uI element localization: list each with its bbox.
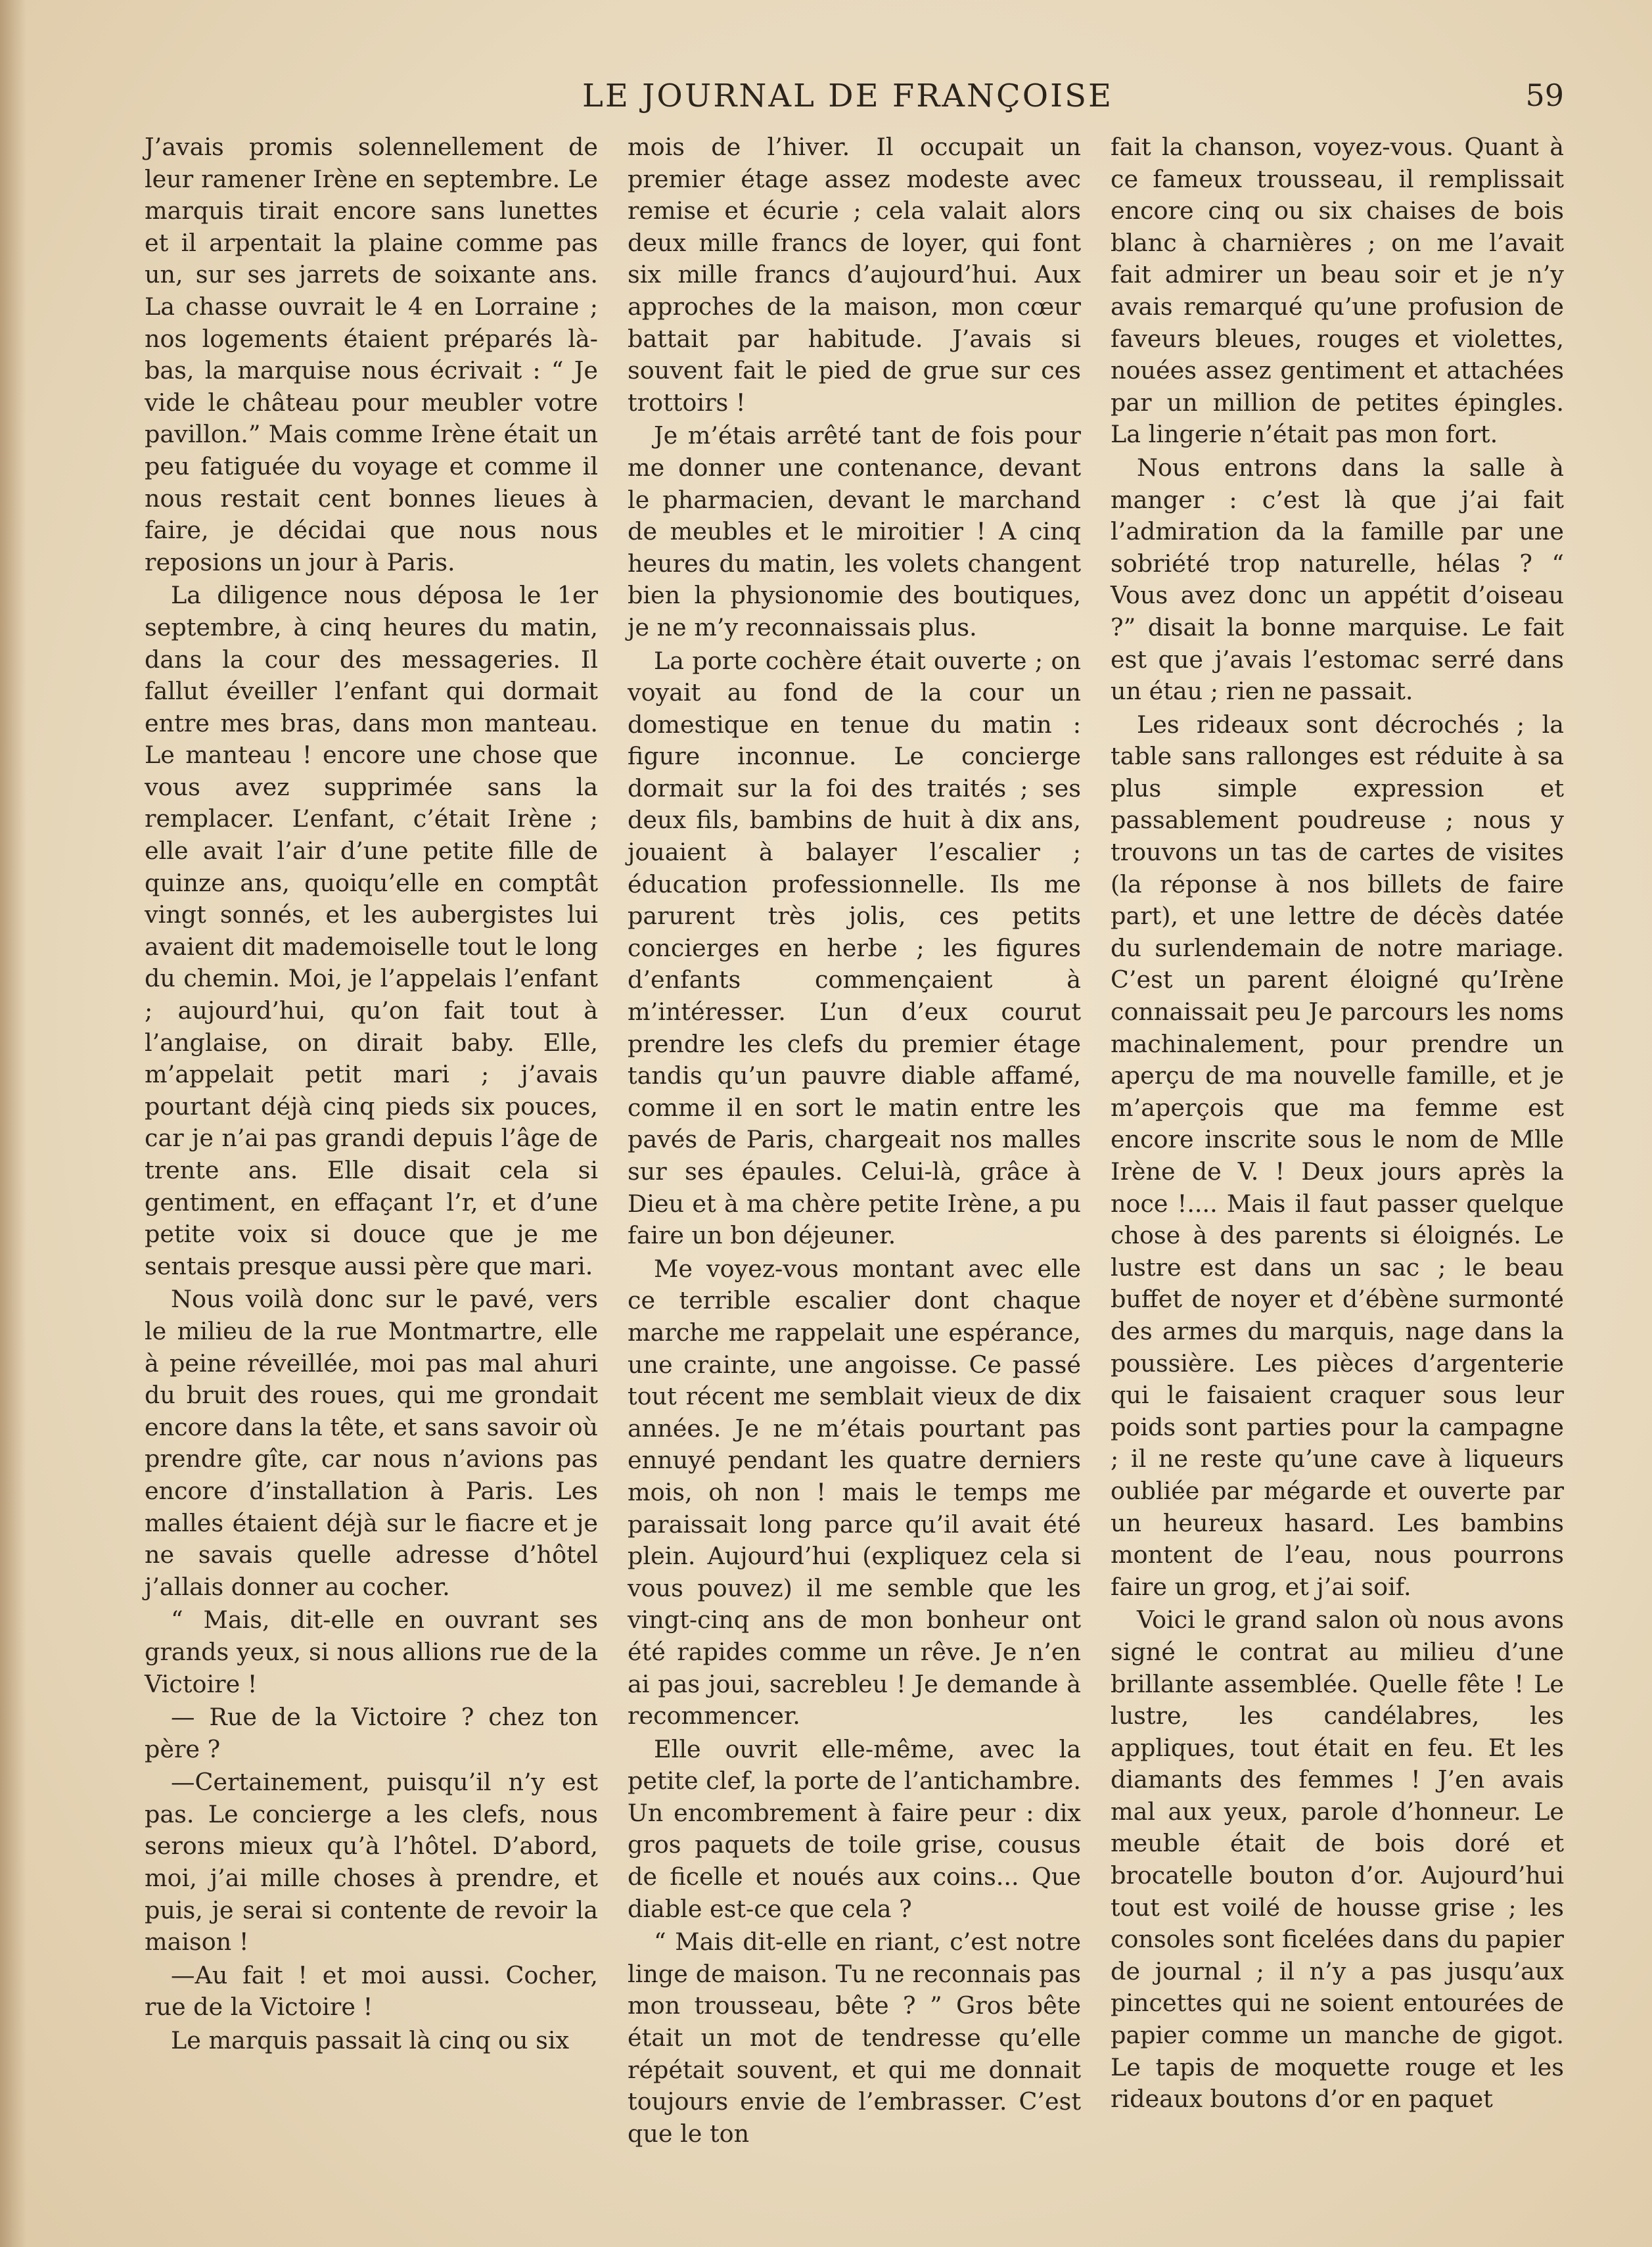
paragraph: — Rue de la Victoire ? chez ton père ? [145,1703,598,1763]
paragraph: Les rideaux sont décrochés ; la table sans rallonges est réduite à sa plus simple expression et passablement poudreuse ; nous y trouvons un tas de cartes de visites (la réponse à nos billets de faire part), et une lettre de décès datée du surlendemain de notre mariage. C’est un parent éloigné qu’Irène connaissait peu Je parcours les noms machinalement, pour prendre un aperçu de ma nouvelle famille, et je m’aperçois que ma femme est encore inscrite sous le nom de Mlle Irène de V. ! Deux jours après la noce !.... Mais il faut passer quelque chose à des parents si éloignés. Le lustre est dans un sac ; le beau buffet de noyer et d’ébène surmonté des armes du marquis, nage dans la poussière. Les pièces d’argenterie qui le faisaient craquer sous leur poids sont parties pour la campagne ; il ne reste qu’une cave à liqueurs oubliée par mégarde et ouverte par un heureux hasard. Les bambins montent de l’eau, nous pourrons faire un grog, et j’ai soif. [1111,710,1564,1601]
paragraph: Elle ouvrit elle-même, avec la petite clef, la porte de l’antichambre. Un encombrement à faire peur : dix gros paquets de toile grise, cousus de ficelle et noués aux coins... Que diable est-ce que cela ? [628,1734,1081,1923]
paragraph: Je m’étais arrêté tant de fois pour me donner une contenance, devant le pharmacien, devant le marchand de meubles et le miroitier ! A cinq heures du matin, les volets changent bien la physionomie des boutiques, je ne m’y reconnaissais plus. [628,421,1081,641]
running-title: LE JOURNAL DE FRANÇOISE [582,78,1113,114]
paragraph: mois de l’hiver. Il occupait un premier étage assez modeste avec remise et écurie ; cela valait alors deux mille francs de loyer, qui font six mille francs d’aujourd’hui. Aux approches de la maison, mon cœur battait par habitude. J’avais si souvent fait le pied de grue sur ces trottoirs ! [628,133,1081,417]
paragraph: Nous entrons dans la salle à manger : c’est là que j’ai fait l’admiration da la famille par une sobriété trop naturelle, hélas ? “ Vous avez donc un appétit d’oiseau ?” disait la bonne marquise. Le fait est que j’avais l’estomac serré dans un étau ; rien ne passait. [1111,453,1564,706]
paragraph: Me voyez-vous montant avec elle ce terrible escalier dont chaque marche me rappelait une espérance, une crainte, une angoisse. Ce passé tout récent me semblait vieux de dix années. Je ne m’étais pourtant pas ennuyé pendant les quatre derniers mois, oh non ! mais le temps me paraissait long parce qu’il avait été plein. Aujourd’hui (expliquez cela si vous pouvez) il me semble que les vingt-cinq ans de mon bonheur ont été rapides comme un rêve. Je n’en ai pas joui, sacrebleu ! Je demande à recommencer. [628,1254,1081,1730]
column-right [1111,131,1564,2114]
paragraph: J’avais promis solennellement de leur ramener Irène en septembre. Le marquis tirait encore sans lunettes et il arpentait la plaine comme pas un, sur ses jarrets de soixante ans. La chasse ouvrait le 4 en Lorraine ; nos logements étaient préparés là-bas, la marquise nous écrivait : “ Je vide le château pour meubler votre pavillon.” Mais comme Irène était un peu fatiguée du voyage et comme il nous restait cent bonnes lieues à faire, je décidai que nous nous reposions un jour à Paris. [145,133,598,576]
paragraph: Le marquis passait là cinq ou six [171,2026,570,2055]
paragraph: fait la chanson, voyez-vous. Quant à ce fameux trousseau, il remplissait encore cinq ou six chaises de bois blanc à charnières ; on me l’avait fait admirer un beau soir et je n’y avais remarqué qu’une profusion de faveurs bleues, rouges et violettes, nouées assez gentiment et attachées par un million de petites épingles. La lingerie n’était pas mon fort. [1111,133,1564,449]
paragraph: —Au fait ! et moi aussi. Cocher, rue de la Victoire ! [145,1960,598,2022]
paragraph: La diligence nous déposa le 1er septembre, à cinq heures du matin, dans la cour des messageries. Il fallut éveiller l’enfant qui dormait entre mes bras, dans mon manteau. Le manteau ! encore une chose que vous avez supprimée sans la remplacer. L’enfant, c’était Irène ; elle avait l’air d’une petite fille de quinze ans, quoiqu’elle en comptât vingt sonnés, et les aubergistes lui avaient dit mademoiselle tout le long du chemin. Moi, je l’appelais l’enfant ; aujourd’hui, qu’on fait tout à l’anglaise, on dirait baby. Elle, m’appelait petit mari ; j’avais pourtant déjà cinq pieds six pouces, car je n’ai pas grandi depuis l’âge de trente ans. Elle disait cela si gentiment, en effaçant l’r, et d’une petite voix si douce que je me sentais presque aussi père que mari. [145,581,598,1280]
page-header [131,78,1564,130]
paragraph: —Certainement, puisqu’il n’y est pas. Le concierge a les clefs, nous serons mieux qu’à l’hôtel. D’abord, moi, j’ai mille choses à prendre, et puis, je serai si contente de revoir la maison ! [145,1768,598,1957]
paragraph: Voici le grand salon où nous avons signé le contrat au milieu d’une brillante assemblée. Quelle fête ! Le lustre, les candélabres, les appliques, tout était en feu. Et les diamants des femmes ! J’en avais mal aux yeux, parole d’honneur. Le meuble était de bois doré et brocatelle bouton d’or. Aujourd’hui tout est voilé de housse grise ; les consoles sont ficelées dans du papier de journal ; il n’y a pas jusqu’aux pincettes qui ne soient entourées de papier comme un manche de gigot. Le tapis de moquette rouge et les rideaux boutons d’or en paquet [1111,1606,1564,2114]
column-left [145,131,598,2103]
paragraph: “ Mais dit-elle en riant, c’est notre linge de maison. Tu ne reconnais pas mon trousseau, bête ? ” Gros bête était un mot de tendresse qu’elle répétait souvent, et qui me donnait toujours envie de l’embrasser. C’est que le ton [628,1928,1081,2148]
text-columns [145,131,1564,2148]
page-number: 59 [1525,78,1564,113]
page-edge-shadow [0,0,26,2247]
paragraph: La porte cochère était ouverte ; on voyait au fond de la cour un domestique en tenue du matin : figure inconnue. Le concierge dormait sur la foi des traités ; ses deux fils, bambins de huit à dix ans, jouaient à balayer l’escalier ; éducation professionnelle. Ils me parurent très jolis, ces petits concierges en herbe ; les figures d’enfants commençaient à m’intéresser. L’un d’eux courut prendre les clefs du premier étage tandis qu’un pauvre diable affamé, comme il en sort le matin entre les pavés de Paris, chargeait nos malles sur ses épaules. Celui-là, grâce à Dieu et à ma chère petite Irène, a pu faire un bon déjeuner. [628,646,1081,1250]
paragraph: “ Mais, dit-elle en ouvrant ses grands yeux, si nous allions rue de la Victoire ! [145,1606,598,1698]
paragraph: Nous voilà donc sur le pavé, vers le milieu de la rue Montmartre, elle à peine réveillée, moi pas mal ahuri du bruit des roues, qui me grondait encore dans la tête, et sans savoir où prendre gîte, car nous n’avions pas encore d’installation à Paris. Les malles étaient déjà sur le fiacre et je ne savais quelle adresse d’hôtel j’allais donner au cocher. [145,1285,598,1601]
column-middle [628,131,1081,2148]
